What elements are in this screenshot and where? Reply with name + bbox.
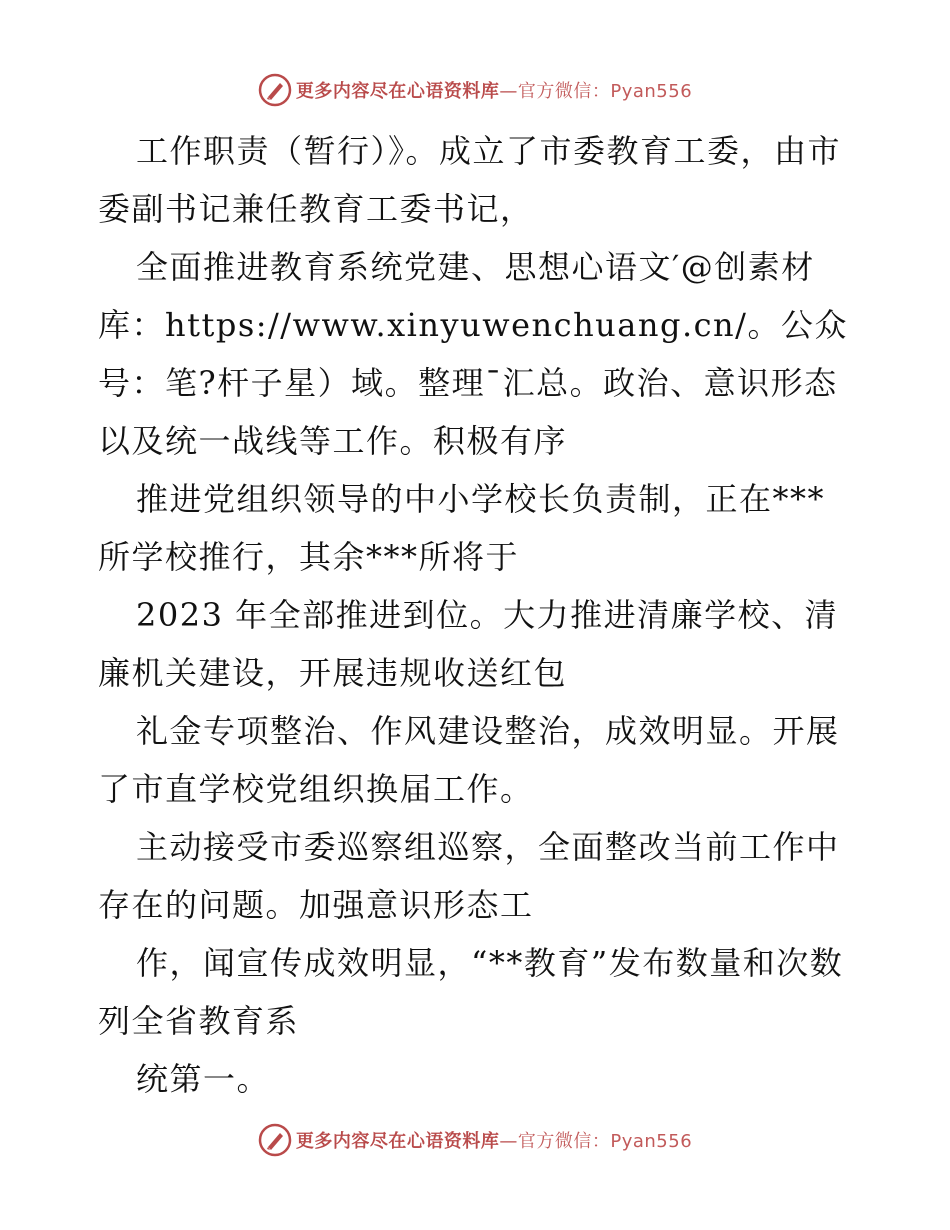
paragraph-2: 全面推进教育系统党建、思想心语文′@创素材库：https://www.xinyuwenchuang.cn/。公众号：笔?杆子星）域。整理¯汇总。政治、意识形态以及统一战线等工作。积极有序 bbox=[98, 248, 848, 460]
footer-account: Pyan556 bbox=[610, 1131, 693, 1152]
header-brand: 更多内容尽在心语资料库 bbox=[295, 81, 500, 102]
paragraph-5: 礼金专项整治、作风建设整治，成效明显。开展了市直学校党组织换届工作。 bbox=[98, 712, 840, 808]
footer-wechat-label: 官方微信： bbox=[517, 1131, 611, 1152]
header-banner-text bbox=[296, 77, 692, 103]
pen-logo-icon bbox=[258, 1123, 292, 1157]
pen-logo-icon bbox=[258, 73, 292, 107]
footer-banner-text bbox=[296, 1127, 692, 1153]
header-separator: — bbox=[499, 81, 518, 102]
footer-separator: — bbox=[499, 1131, 518, 1152]
footer-brand: 更多内容尽在心语资料库 bbox=[295, 1131, 500, 1152]
document-body bbox=[98, 122, 858, 1108]
header-banner bbox=[0, 70, 950, 110]
footer-banner bbox=[0, 1120, 950, 1160]
header-account: Pyan556 bbox=[610, 81, 693, 102]
paragraph-1: 工作职责（暂行）》。成立了市委教育工委，由市委副书记兼任教育工委书记， bbox=[98, 132, 842, 228]
paragraph-4: 2023 年全部推进到位。大力推进清廉学校、清廉机关建设，开展违规收送红包 bbox=[98, 596, 839, 692]
paragraph-8: 统第一。 bbox=[136, 1060, 271, 1098]
paragraph-3: 推进党组织领导的中小学校长负责制，正在***所学校推行，其余***所将于 bbox=[98, 480, 826, 576]
paragraph-6: 主动接受市委巡察组巡察，全面整改当前工作中存在的问题。加强意识形态工 bbox=[98, 828, 840, 924]
paragraph-7: 作，闻宣传成效明显，“**教育”发布数量和次数列全省教育系 bbox=[98, 944, 844, 1040]
header-wechat-label: 官方微信： bbox=[517, 81, 611, 102]
